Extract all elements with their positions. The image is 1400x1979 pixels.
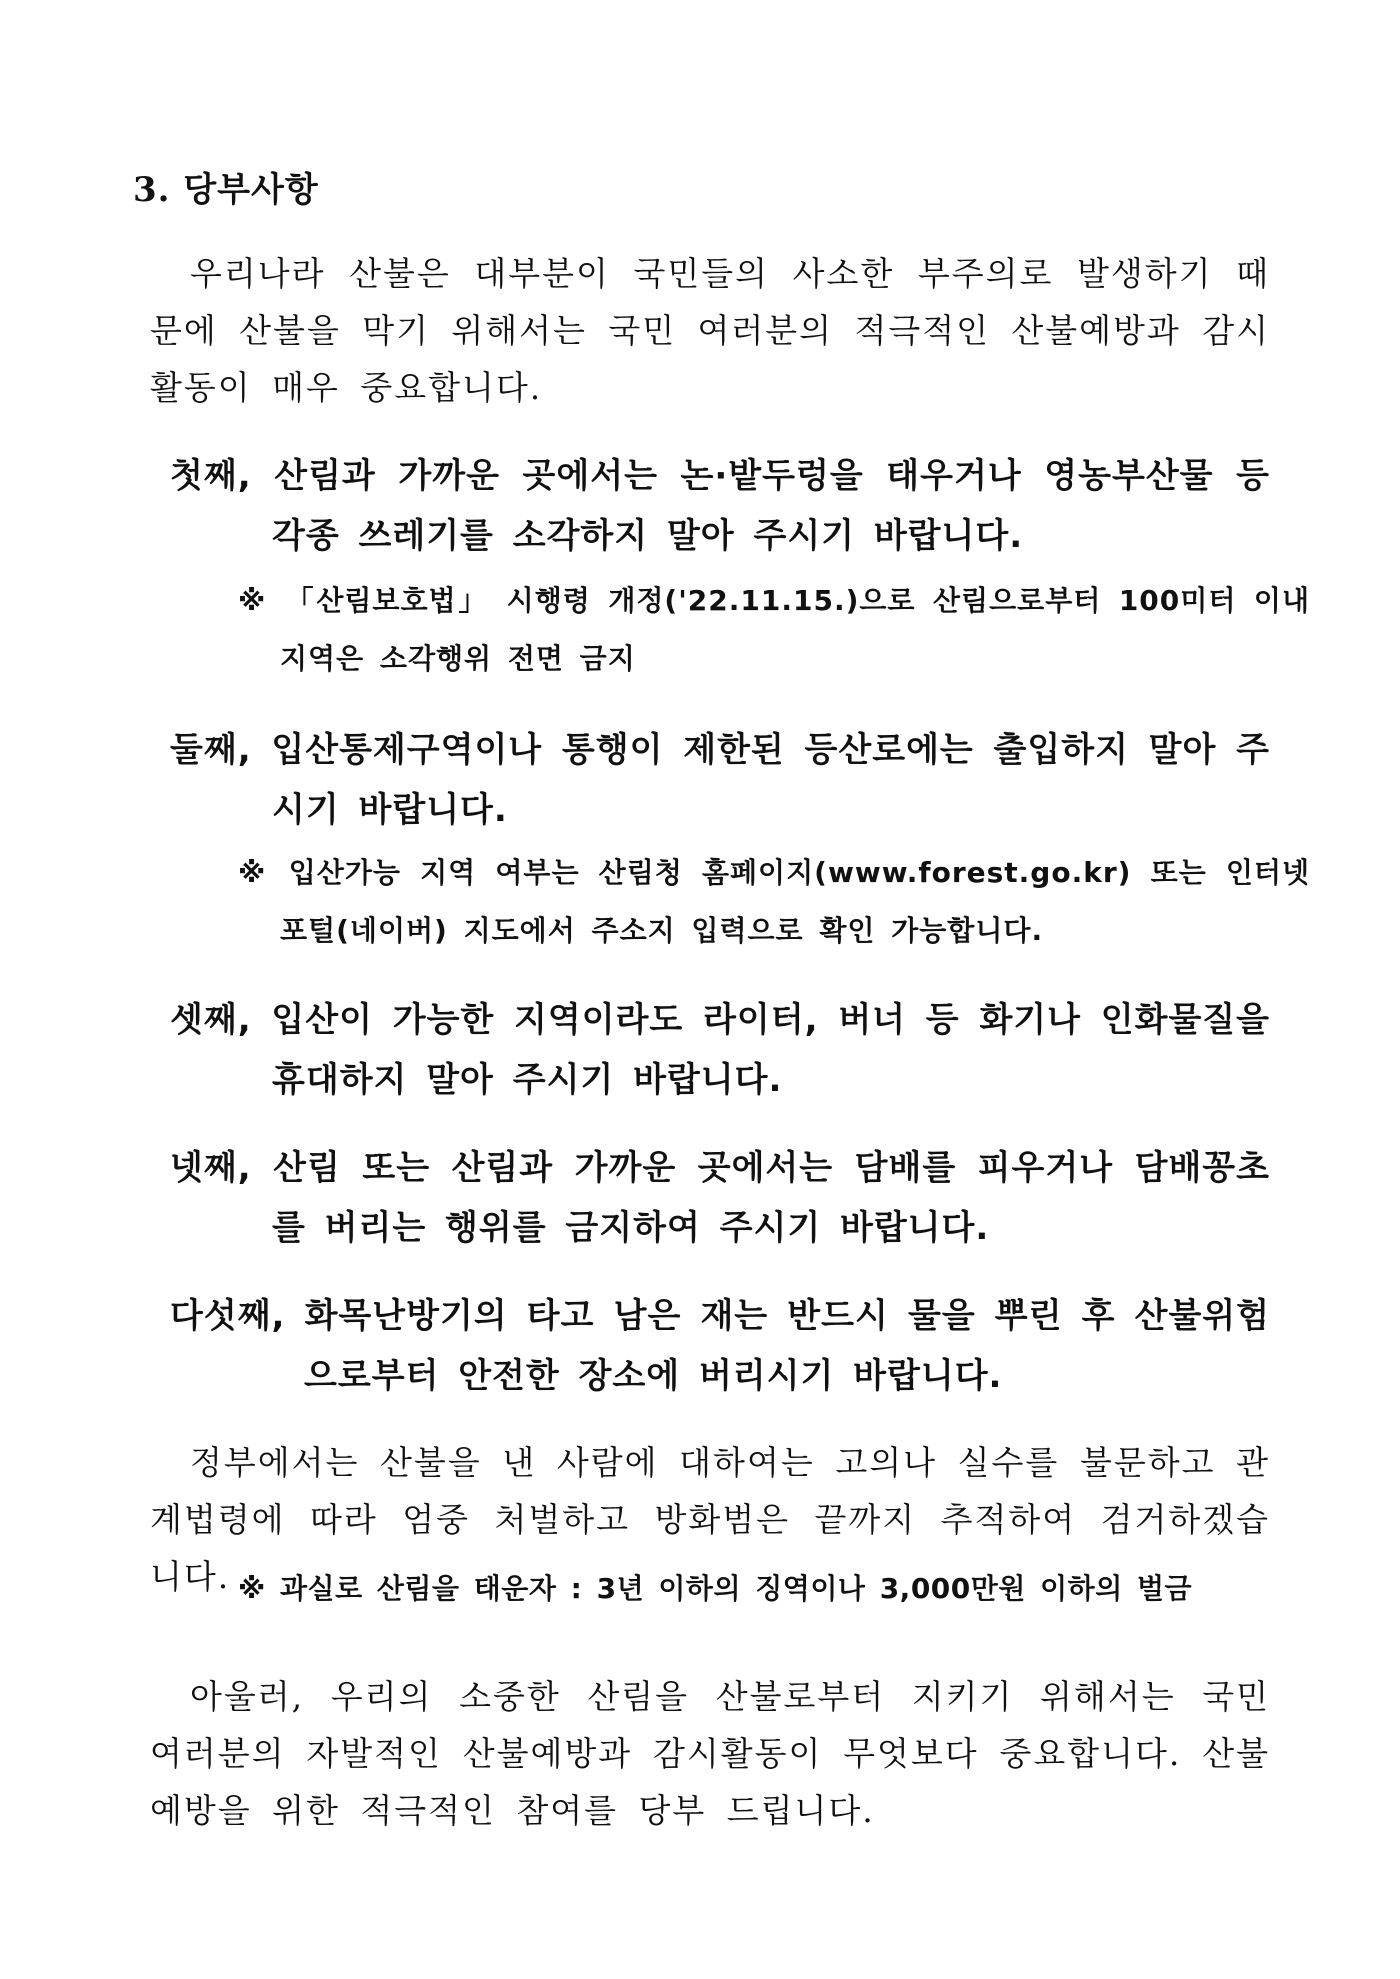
intro-paragraph: 우리나라 산불은 대부분이 국민들의 사소한 부주의로 발생하기 때문에 산불을 막기 위해서는 국민 여러분의 적극적인 산불예방과 감시 활동이 매우 중요합니다. bbox=[150, 254, 1270, 407]
penalty-note: ※ 과실로 산림을 태운자 : 3년 이하의 징역이나 3,000만원 이하의 벌금 bbox=[238, 1572, 1193, 1605]
closing-paragraph: 아울러, 우리의 소중한 산림을 산불로부터 지키기 위해서는 국민 여러분의 자발적인 산불예방과 감시활동이 무엇보다 중요합니다. 산불 예방을 위한 적극적인 참여를 당부 드립니다. bbox=[150, 1677, 1270, 1830]
item-fourth: 넷째, 산림 또는 산림과 가까운 곳에서는 담배를 피우거나 담배꽁초를 버리는 행위를 금지하여 주시기 바랍니다. bbox=[170, 1148, 1270, 1248]
note-incineration-ban: ※ 「산림보호법」 시행령 개정('22.11.15.)으로 산림으로부터 100미터 이내 지역은 소각행위 전면 금지 bbox=[238, 584, 1310, 675]
section-heading: 3. 당부사항 bbox=[133, 170, 319, 210]
penalty-paragraph: 정부에서는 산불을 낸 사람에 대하여는 고의나 실수를 불문하고 관계법령에 따라 엄중 처벌하고 방화범은 끝까지 추적하여 검거하겠습니다. bbox=[150, 1443, 1270, 1596]
item-third: 셋째, 입산이 가능한 지역이라도 라이터, 버너 등 화기나 인화물질을 휴대하지 말아 주시기 바랍니다. bbox=[170, 1000, 1270, 1100]
item-second: 둘째, 입산통제구역이나 통행이 제한된 등산로에는 출입하지 말아 주시기 바랍니다. bbox=[170, 730, 1270, 830]
item-fifth: 다섯째, 화목난방기의 타고 남은 재는 반드시 물을 뿌린 후 산불위험 으로부터 안전한 장소에 버리시기 바랍니다. bbox=[170, 1296, 1270, 1396]
item-first: 첫째, 산림과 가까운 곳에서는 논·밭두렁을 태우거나 영농부산물 등 각종 쓰레기를 소각하지 말아 주시기 바랍니다. bbox=[170, 456, 1270, 556]
note-entry-check: ※ 입산가능 지역 여부는 산림청 홈페이지(www.forest.go.kr) 또는 인터넷 포털(네이버) 지도에서 주소지 입력으로 확인 가능합니다. bbox=[238, 856, 1310, 947]
